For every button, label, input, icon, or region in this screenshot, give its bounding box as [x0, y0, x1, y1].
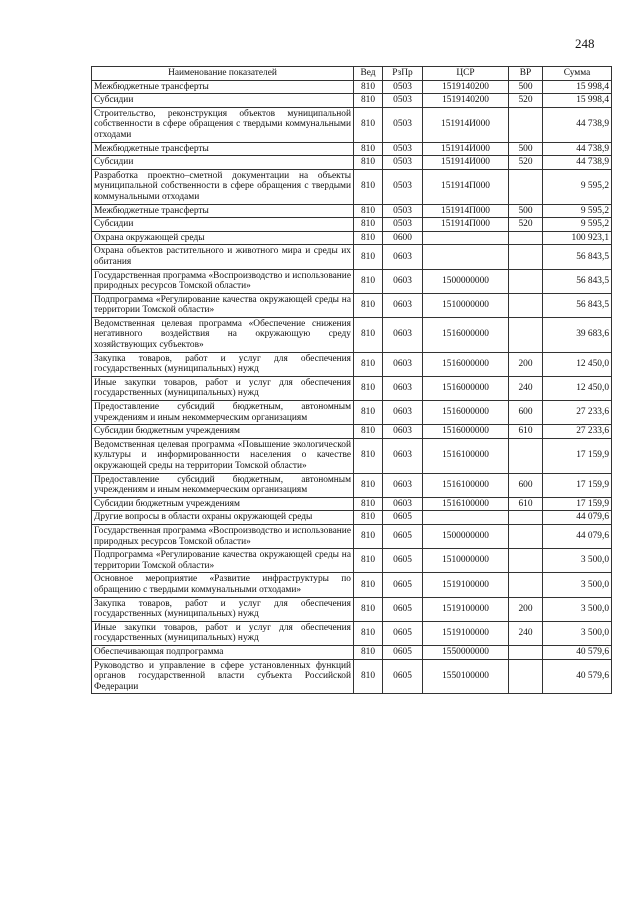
cell-rzpr: 0605 — [383, 549, 423, 573]
cell-csr — [423, 231, 509, 245]
table-row — [92, 293, 612, 317]
cell-vr: 200 — [509, 597, 543, 621]
table-row — [92, 549, 612, 573]
cell-ved: 810 — [354, 352, 383, 376]
table-row — [92, 142, 612, 156]
cell-vr: 500 — [509, 142, 543, 156]
cell-name: Ведомственная целевая программа «Повышение экологической культуры и информированности населения о качестве окружающей среды на территории Томской области» — [92, 438, 354, 473]
cell-csr: 1519100000 — [423, 597, 509, 621]
cell-ved: 810 — [354, 80, 383, 94]
cell-rzpr: 0605 — [383, 524, 423, 548]
header-sum: Сумма — [543, 67, 612, 81]
cell-rzpr: 0603 — [383, 473, 423, 497]
cell-vr — [509, 511, 543, 525]
cell-rzpr: 0603 — [383, 425, 423, 439]
cell-sum: 44 738,9 — [543, 107, 612, 142]
cell-name: Закупка товаров, работ и услуг для обеспечения государственных (муниципальных) нужд — [92, 597, 354, 621]
table-row — [92, 94, 612, 108]
cell-csr: 1519140200 — [423, 80, 509, 94]
cell-rzpr: 0603 — [383, 269, 423, 293]
cell-ved: 810 — [354, 524, 383, 548]
cell-name: Другие вопросы в области охраны окружающей среды — [92, 511, 354, 525]
table-row — [92, 218, 612, 232]
cell-sum: 39 683,6 — [543, 317, 612, 352]
cell-rzpr: 0503 — [383, 107, 423, 142]
table-row — [92, 352, 612, 376]
cell-sum: 17 159,9 — [543, 473, 612, 497]
cell-sum: 40 579,6 — [543, 645, 612, 659]
table-row — [92, 511, 612, 525]
cell-vr: 610 — [509, 425, 543, 439]
cell-csr: 1519140200 — [423, 94, 509, 108]
cell-vr: 200 — [509, 352, 543, 376]
cell-name: Иные закупки товаров, работ и услуг для обеспечения государственных (муниципальных) нужд — [92, 376, 354, 400]
cell-ved: 810 — [354, 549, 383, 573]
cell-csr: 1510000000 — [423, 293, 509, 317]
cell-csr: 151914П000 — [423, 204, 509, 218]
cell-name: Государственная программа «Воспроизводство и использование природных ресурсов Томской области» — [92, 524, 354, 548]
cell-ved: 810 — [354, 142, 383, 156]
cell-rzpr: 0603 — [383, 352, 423, 376]
cell-vr — [509, 107, 543, 142]
cell-name: Основное мероприятие «Развитие инфраструктуры по обращению с твердыми коммунальными отходами» — [92, 573, 354, 597]
cell-sum: 3 500,0 — [543, 549, 612, 573]
cell-name: Обеспечивающая подпрограмма — [92, 645, 354, 659]
table-row — [92, 204, 612, 218]
cell-ved: 810 — [354, 169, 383, 204]
cell-csr: 151914И000 — [423, 142, 509, 156]
cell-rzpr: 0503 — [383, 169, 423, 204]
cell-ved: 810 — [354, 231, 383, 245]
cell-vr — [509, 573, 543, 597]
cell-csr: 1550000000 — [423, 645, 509, 659]
cell-name: Закупка товаров, работ и услуг для обеспечения государственных (муниципальных) нужд — [92, 352, 354, 376]
cell-vr: 240 — [509, 621, 543, 645]
cell-csr: 1516100000 — [423, 497, 509, 511]
cell-name: Межбюджетные трансферты — [92, 80, 354, 94]
cell-name: Разработка проектно–сметной документации на объекты муниципальной собственности в сфере обращения с твердыми коммунальными отходами — [92, 169, 354, 204]
cell-name: Межбюджетные трансферты — [92, 142, 354, 156]
cell-rzpr: 0605 — [383, 621, 423, 645]
cell-vr — [509, 169, 543, 204]
cell-rzpr: 0503 — [383, 80, 423, 94]
cell-name: Иные закупки товаров, работ и услуг для обеспечения государственных (муниципальных) нужд — [92, 621, 354, 645]
cell-rzpr: 0603 — [383, 293, 423, 317]
cell-sum: 44 738,9 — [543, 142, 612, 156]
budget-table — [91, 66, 612, 694]
table-row — [92, 231, 612, 245]
header-ved: Вед — [354, 67, 383, 81]
cell-vr — [509, 645, 543, 659]
cell-vr: 600 — [509, 473, 543, 497]
cell-vr — [509, 317, 543, 352]
cell-csr: 151914И000 — [423, 107, 509, 142]
table-row — [92, 524, 612, 548]
cell-csr: 1516000000 — [423, 352, 509, 376]
cell-ved: 810 — [354, 245, 383, 269]
table-row — [92, 376, 612, 400]
cell-sum: 100 923,1 — [543, 231, 612, 245]
table-row — [92, 659, 612, 694]
cell-sum: 40 579,6 — [543, 659, 612, 694]
cell-sum: 15 998,4 — [543, 80, 612, 94]
cell-vr: 520 — [509, 156, 543, 170]
cell-ved: 810 — [354, 597, 383, 621]
cell-ved: 810 — [354, 645, 383, 659]
cell-vr — [509, 269, 543, 293]
header-vr: ВР — [509, 67, 543, 81]
cell-vr: 610 — [509, 497, 543, 511]
cell-ved: 810 — [354, 401, 383, 425]
cell-rzpr: 0503 — [383, 156, 423, 170]
table-row — [92, 156, 612, 170]
table-row — [92, 317, 612, 352]
table-header-row — [92, 67, 612, 81]
cell-name: Охрана объектов растительного и животного мира и среды их обитания — [92, 245, 354, 269]
cell-ved: 810 — [354, 511, 383, 525]
cell-rzpr: 0603 — [383, 497, 423, 511]
cell-ved: 810 — [354, 156, 383, 170]
cell-ved: 810 — [354, 94, 383, 108]
cell-sum: 17 159,9 — [543, 438, 612, 473]
cell-vr: 520 — [509, 218, 543, 232]
cell-name: Подпрограмма «Регулирование качества окружающей среды на территории Томской области» — [92, 293, 354, 317]
cell-csr: 151914П000 — [423, 169, 509, 204]
table-row — [92, 169, 612, 204]
cell-csr: 1516100000 — [423, 438, 509, 473]
cell-rzpr: 0605 — [383, 645, 423, 659]
cell-ved: 810 — [354, 204, 383, 218]
cell-ved: 810 — [354, 497, 383, 511]
cell-csr: 1500000000 — [423, 524, 509, 548]
cell-name: Государственная программа «Воспроизводство и использование природных ресурсов Томской области» — [92, 269, 354, 293]
cell-ved: 810 — [354, 425, 383, 439]
cell-csr — [423, 245, 509, 269]
cell-name: Субсидии — [92, 156, 354, 170]
cell-csr: 1516000000 — [423, 317, 509, 352]
cell-ved: 810 — [354, 438, 383, 473]
cell-ved: 810 — [354, 621, 383, 645]
cell-name: Подпрограмма «Регулирование качества окружающей среды на территории Томской области» — [92, 549, 354, 573]
cell-rzpr: 0503 — [383, 204, 423, 218]
cell-csr: 151914П000 — [423, 218, 509, 232]
table-row — [92, 497, 612, 511]
cell-sum: 56 843,5 — [543, 293, 612, 317]
cell-sum: 56 843,5 — [543, 245, 612, 269]
cell-sum: 27 233,6 — [543, 425, 612, 439]
cell-rzpr: 0603 — [383, 438, 423, 473]
cell-ved: 810 — [354, 317, 383, 352]
cell-vr: 600 — [509, 401, 543, 425]
cell-csr: 151914И000 — [423, 156, 509, 170]
cell-sum: 9 595,2 — [543, 204, 612, 218]
cell-name: Субсидии — [92, 218, 354, 232]
cell-csr: 1516000000 — [423, 425, 509, 439]
cell-csr: 1550100000 — [423, 659, 509, 694]
cell-ved: 810 — [354, 659, 383, 694]
cell-csr: 1519100000 — [423, 573, 509, 597]
table-row — [92, 645, 612, 659]
cell-vr — [509, 293, 543, 317]
cell-sum: 3 500,0 — [543, 573, 612, 597]
cell-rzpr: 0605 — [383, 511, 423, 525]
table-row — [92, 269, 612, 293]
table-row — [92, 438, 612, 473]
table-row — [92, 425, 612, 439]
cell-rzpr: 0503 — [383, 218, 423, 232]
cell-ved: 810 — [354, 218, 383, 232]
cell-ved: 810 — [354, 573, 383, 597]
cell-sum: 44 079,6 — [543, 524, 612, 548]
cell-ved: 810 — [354, 473, 383, 497]
cell-name: Руководство и управление в сфере установленных функций органов государственной власти субъекта Российской Федерации — [92, 659, 354, 694]
cell-sum: 44 079,6 — [543, 511, 612, 525]
cell-ved: 810 — [354, 107, 383, 142]
table-row — [92, 401, 612, 425]
cell-csr: 1510000000 — [423, 549, 509, 573]
table-row — [92, 621, 612, 645]
cell-sum: 44 738,9 — [543, 156, 612, 170]
cell-vr — [509, 438, 543, 473]
cell-name: Субсидии — [92, 94, 354, 108]
cell-name: Охрана окружающей среды — [92, 231, 354, 245]
cell-rzpr: 0603 — [383, 376, 423, 400]
cell-sum: 3 500,0 — [543, 621, 612, 645]
cell-name: Субсидии бюджетным учреждениям — [92, 497, 354, 511]
table-row — [92, 573, 612, 597]
cell-name: Строительство, реконструкция объектов муниципальной собственности в сфере обращения с твердыми коммунальными отходами — [92, 107, 354, 142]
cell-ved: 810 — [354, 269, 383, 293]
cell-vr — [509, 524, 543, 548]
cell-ved: 810 — [354, 376, 383, 400]
cell-csr: 1516100000 — [423, 473, 509, 497]
table-row — [92, 597, 612, 621]
cell-sum: 27 233,6 — [543, 401, 612, 425]
cell-sum: 9 595,2 — [543, 218, 612, 232]
cell-sum: 56 843,5 — [543, 269, 612, 293]
cell-name: Предоставление субсидий бюджетным, автономным учреждениям и иным некоммерческим организациям — [92, 473, 354, 497]
table-row — [92, 245, 612, 269]
cell-name: Субсидии бюджетным учреждениям — [92, 425, 354, 439]
cell-vr — [509, 245, 543, 269]
header-name: Наименование показателей — [92, 67, 354, 81]
header-csr: ЦСР — [423, 67, 509, 81]
cell-csr: 1519100000 — [423, 621, 509, 645]
cell-vr: 500 — [509, 80, 543, 94]
cell-vr — [509, 549, 543, 573]
table-row — [92, 80, 612, 94]
cell-csr — [423, 511, 509, 525]
cell-ved: 810 — [354, 293, 383, 317]
cell-rzpr: 0603 — [383, 245, 423, 269]
cell-csr: 1516000000 — [423, 401, 509, 425]
cell-rzpr: 0600 — [383, 231, 423, 245]
header-rzpr: РзПр — [383, 67, 423, 81]
cell-vr: 240 — [509, 376, 543, 400]
page-number: 248 — [575, 36, 595, 51]
cell-rzpr: 0603 — [383, 401, 423, 425]
cell-sum: 15 998,4 — [543, 94, 612, 108]
cell-rzpr: 0603 — [383, 317, 423, 352]
cell-name: Ведомственная целевая программа «Обеспечение снижения негативного воздействия на окружающую среду хозяйствующих субъектов» — [92, 317, 354, 352]
table-row — [92, 107, 612, 142]
cell-sum: 3 500,0 — [543, 597, 612, 621]
cell-rzpr: 0605 — [383, 573, 423, 597]
cell-vr: 520 — [509, 94, 543, 108]
table-body — [92, 80, 612, 694]
cell-rzpr: 0503 — [383, 94, 423, 108]
cell-sum: 17 159,9 — [543, 497, 612, 511]
cell-vr: 500 — [509, 204, 543, 218]
cell-csr: 1500000000 — [423, 269, 509, 293]
table-row — [92, 473, 612, 497]
cell-sum: 12 450,0 — [543, 376, 612, 400]
cell-rzpr: 0503 — [383, 142, 423, 156]
cell-vr — [509, 231, 543, 245]
cell-name: Предоставление субсидий бюджетным, автономным учреждениям и иным некоммерческим организациям — [92, 401, 354, 425]
cell-rzpr: 0605 — [383, 659, 423, 694]
cell-rzpr: 0605 — [383, 597, 423, 621]
cell-sum: 9 595,2 — [543, 169, 612, 204]
cell-vr — [509, 659, 543, 694]
cell-name: Межбюджетные трансферты — [92, 204, 354, 218]
cell-csr: 1516000000 — [423, 376, 509, 400]
cell-sum: 12 450,0 — [543, 352, 612, 376]
